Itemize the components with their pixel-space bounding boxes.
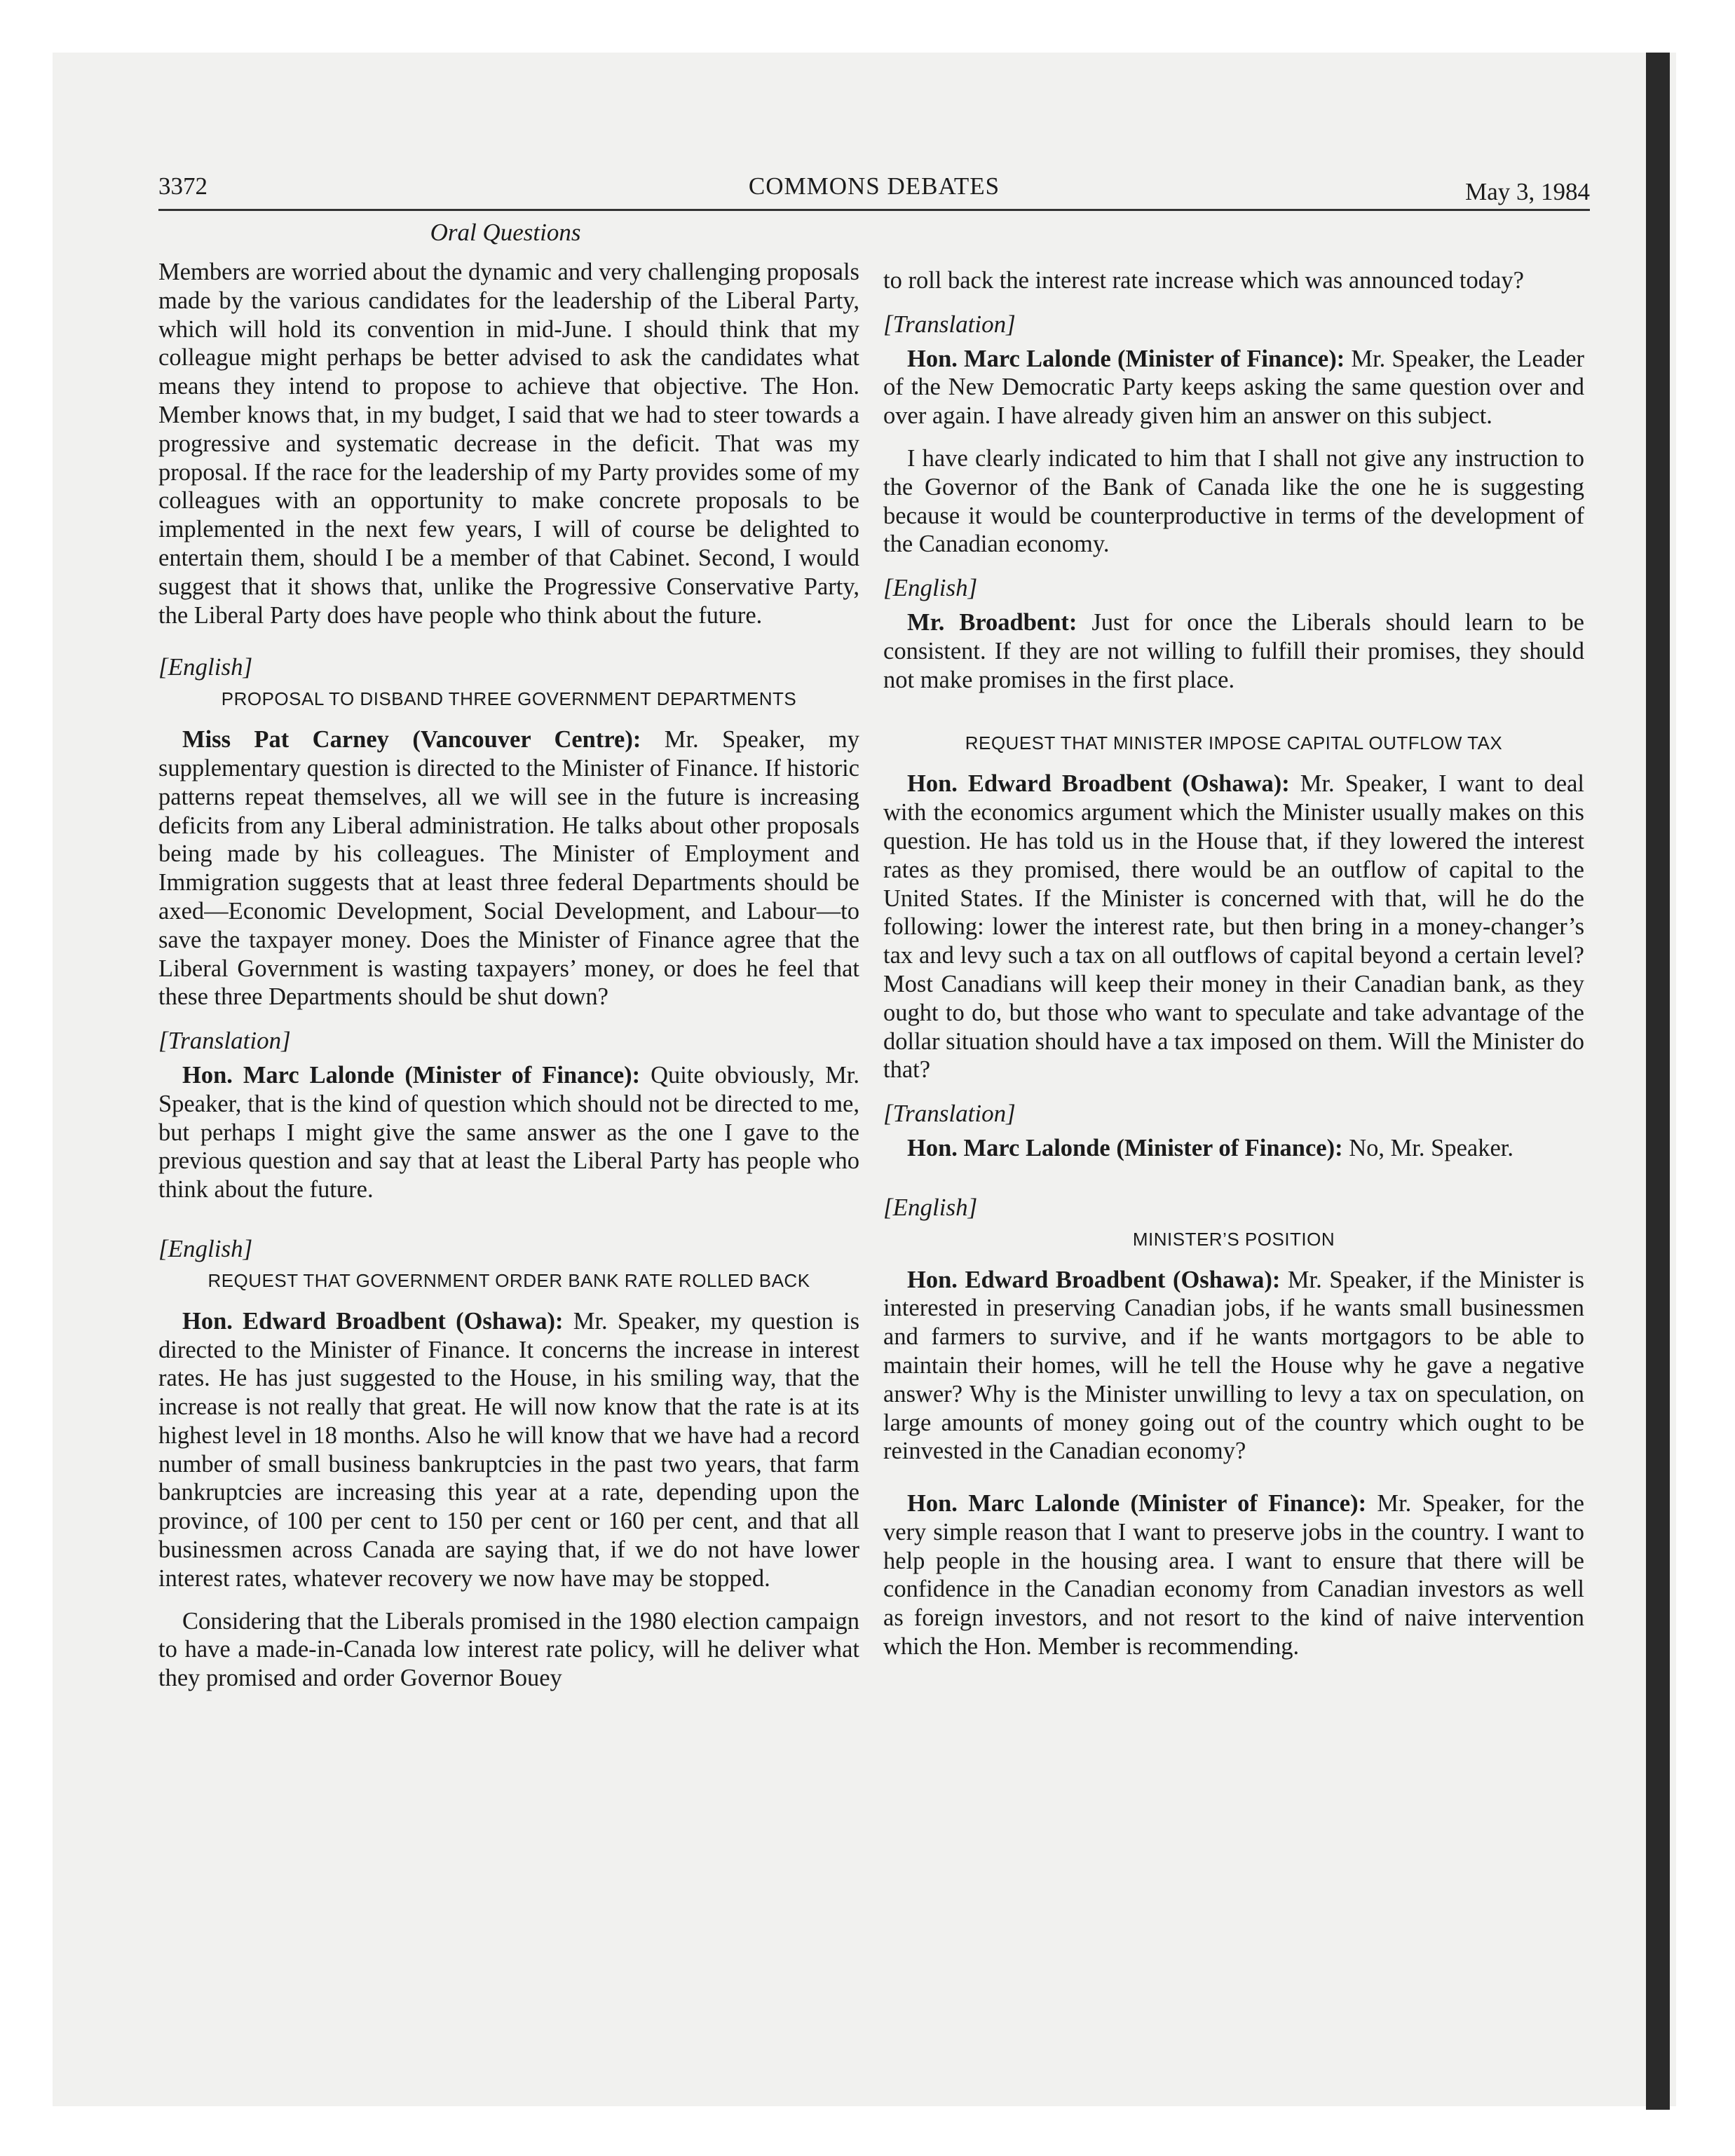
left-column (158, 258, 859, 1707)
speech-text: Mr. Speaker, my supplementary question is directed to the Minister of Finance. If historic patterns repeat themselves, all we will see in the future is increasing deficits from any Liberal administration. He talks about other proposals being made by his colleagues. The Minister of Employment and Immigration suggests that at least three federal Departments should be axed—Economic Development, Social Development, and Labour—to save the taxpayer money. Does the Minister of Finance agree that the Liberal Government is wasting taxpayers’ money, or does he feel that these three Departments should be shut down? (158, 726, 859, 1011)
speaker-name: Hon. Marc Lalonde (Minister of Finance): (907, 1134, 1343, 1161)
speech-text: Mr. Speaker, I want to deal with the economics argument which the Minister usually makes on this question. He has told us in the House that, if they lowered the interest rates as they promised, there would be an outflow of capital to the United States. If the Minister is concerned with that, will he do the following: lower the interest rate, but then bring in a money-changer’s tax and levy such a tax on all outflows of capital beyond a certain level? Most Canadians will keep their money in their Canadian bank, as they ought to do, but those who want to speculate and take advantage of the dollar situation should have a tax imposed on them. Will the Minister do that? (883, 770, 1585, 1084)
speaker-name: Hon. Marc Lalonde (Minister of Finance): (907, 1490, 1367, 1517)
speaker-name: Miss Pat Carney (Vancouver Centre): (182, 726, 641, 753)
paragraph: Members are worried about the dynamic and very challenging proposals made by the various candidates for the leadership of the Liberal Party, which will hold its convention in mid-June. I should think that my colleague might perhaps be better advised to ask the candidates what means they intend to propose to achieve that objective. The Hon. Member knows that, in my budget, I said that we had to steer towards a progressive and systematic decrease in the deficit. That was my proposal. If the race for the leadership of my Party provides some of my colleagues with an opportunity to make concrete proposals to be implemented in the next few years, I will of course be delighted to entertain them, should I be a member of that Cabinet. Second, I would suggest that it shows that, unlike the Progressive Conservative Party, the Liberal Party does have people who think about the future. (158, 259, 859, 629)
speech-text: Quite obviously, Mr. Speaker, that is the kind of question which should not be directed to me, but perhaps I might give the same answer as the one I gave to the previous question and say that at least the Liberal Party has people who think about the future. (158, 1061, 859, 1203)
speech (158, 725, 859, 1011)
speaker-name: Hon. Edward Broadbent (Oshawa): (907, 770, 1290, 798)
speaker-name: Hon. Edward Broadbent (Oshawa): (907, 1266, 1281, 1293)
language-marker: [English] (158, 653, 253, 681)
speech-text: Just for once the Liberals should learn to be consistent. If they are not willing to fulfill their promises, they should not make promises in the first place. (883, 608, 1584, 693)
publication-date: May 3, 1984 (1465, 178, 1590, 205)
paragraph: I have clearly indicated to him that I shall not give any instruction to the Governor of the Bank of Canada like the one he is suggesting because it would be counterproductive in terms of the development of the Canadian economy. (883, 444, 1584, 558)
speech (883, 1489, 1584, 1661)
speech-text: Mr. Speaker, for the very simple reason that I want to preserve jobs in the country. I want to help people in the housing area. I want to ensure that there will be confidence in the Canadian economy from Canadian investors as well as foreign investors, and not resort to the kind of naive intervention which the Hon. Member is recommending. (883, 1490, 1584, 1660)
speech-text: Mr. Speaker, if the Minister is interested in preserving Canadian jobs, if he wants small businessmen and farmers to survive, and if he wants mortgagors to be able to maintain their homes, will he tell the House why he gave a negative answer? Why is the Minister unwilling to levy a tax on speculation, on large amounts of money going out of the country which ought to be reinvested in the Canadian economy? (883, 1266, 1585, 1465)
language-marker: [Translation] (883, 310, 1016, 338)
subject-heading: PROPOSAL TO DISBAND THREE GOVERNMENT DEPARTMENTS (221, 688, 797, 710)
speech (883, 345, 1584, 430)
speech (883, 770, 1584, 1084)
speech-text: No, Mr. Speaker. (1342, 1134, 1513, 1161)
language-marker: [English] (883, 1193, 978, 1221)
page-number: 3372 (158, 172, 207, 200)
speech (158, 1061, 859, 1204)
language-marker: [Translation] (158, 1027, 291, 1055)
paragraph: Considering that the Liberals promised in the 1980 election campaign to have a made-in-Canada low interest rate policy, will he deliver what they promised and order Governor Bouey (158, 1607, 859, 1692)
speaker-name: Hon. Marc Lalonde (Minister of Finance): (907, 345, 1345, 372)
subject-heading: REQUEST THAT MINISTER IMPOSE CAPITAL OUTFLOW TAX (965, 732, 1503, 754)
running-head (158, 167, 1590, 211)
speech-text: Mr. Speaker, the Leader of the New Democratic Party keeps asking the same question over and over again. I have already given him an answer on this subject. (883, 345, 1584, 430)
paragraph: to roll back the interest rate increase which was announced today? (883, 267, 1524, 294)
speech (883, 1266, 1584, 1466)
speech (883, 1134, 1584, 1163)
subject-heading: MINISTER’S POSITION (1132, 1228, 1335, 1250)
speaker-name: Hon. Marc Lalonde (Minister of Finance): (182, 1061, 641, 1089)
spacer (883, 708, 1584, 728)
language-marker: [English] (883, 574, 978, 602)
language-marker: [English] (158, 1234, 253, 1262)
language-marker: [Translation] (883, 1100, 1016, 1128)
speaker-name: Mr. Broadbent: (907, 608, 1077, 636)
publication-title: COMMONS DEBATES (748, 172, 1000, 200)
subject-heading: REQUEST THAT GOVERNMENT ORDER BANK RATE ROLLED BACK (207, 1269, 810, 1291)
speech (158, 1307, 859, 1593)
right-column (883, 266, 1584, 1675)
speech-text: Mr. Speaker, my question is directed to the Minister of Finance. It concerns the increase in interest rates. He has just suggested to the House, in his smiling way, that the increase is not really that great. He will now know that the rate is at its highest level in 18 months. Also he will know that we have had a record number of small business bankruptcies in the past two years, that farm bankruptcies are increasing this year at a rate, depending upon the province, of 100 per cent to 150 per cent or 160 per cent, and that all businessmen across Canada are saying that, if we do not have lower interest rates, whatever recovery we now have may be stopped. (158, 1307, 860, 1592)
page-edge-shadow (1646, 53, 1670, 2110)
section-title: Oral Questions (430, 219, 581, 246)
speech (883, 608, 1584, 694)
speaker-name: Hon. Edward Broadbent (Oshawa): (182, 1307, 564, 1335)
